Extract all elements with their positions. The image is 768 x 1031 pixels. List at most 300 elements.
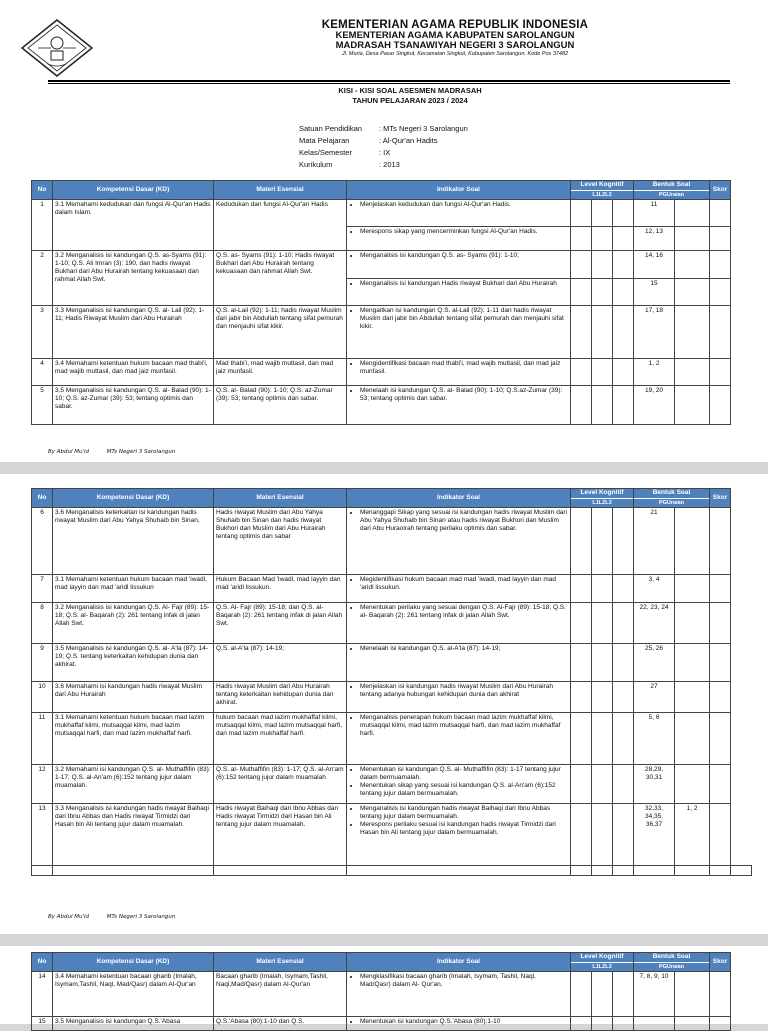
level-subcolumn-3: L3 [605,500,612,506]
column-header-level-kognitif [571,181,634,200]
indikator-soal-cell [347,306,571,359]
level-l2-cell [592,765,613,804]
kompetensi-dasar-cell: 3.2 Memahami isi kandungan Q.S. al- Muthaffifin (83): 1-17; Q.S. al-An'am (6):152 tentang jujur dalam muamalah. [53,765,214,804]
empty-cell [634,866,675,876]
uraian-question-numbers [675,251,710,279]
indikator-list [349,805,568,837]
info-row [299,160,468,170]
indikator-list [349,360,568,376]
bentuk-soal-label: Bentuk Soal [652,489,691,496]
level-subcolumn-3: L3 [605,192,612,198]
level-subcolumns [571,498,633,507]
skor-cell [710,279,731,306]
info-value: : IX [379,148,391,157]
bentuk-subcolumns [634,498,709,507]
skor-cell [710,972,731,1017]
row-number: 15 [32,1017,53,1031]
indikator-soal-cell [347,713,571,765]
uraian-question-numbers [675,713,710,765]
materi-esensial-cell: Q.S.'Abasa (80):1-10 dan Q.S. [214,1017,347,1031]
materi-esensial-cell: Q.S. al-Lail (92): 1-11; hadis riwayat Muslim dari jabir bin Abdullah tentang sifat pemurah dan menjauhi sifat kikir. [214,306,347,359]
indikator-list [349,509,568,533]
document-title [280,86,540,106]
pg-question-numbers: 14, 16 [634,251,675,279]
info-label: Satuan Pendidikan [299,124,362,133]
row-number: 10 [32,682,53,713]
indikator-item: • Menentukan sikap yang sesuai isi kandungan Q.S. al-An'am (6):152 tentang jujur dalam bermuamalah. [360,782,568,798]
table-row [32,359,752,386]
table-row [32,306,752,359]
row-number: 8 [32,603,53,644]
skor-cell [710,682,731,713]
level-l3-cell [613,306,634,359]
indikator-item: • Mengidentifikasi bacaan mad thabi'i, mad wajib muttasil, dan mad jaiz munfasil. [360,360,568,376]
table-row [32,644,752,682]
level-kognitif-label: Level Kognitif [580,953,624,960]
page-footer [48,449,191,455]
skor-cell [710,251,731,279]
page-footer [48,914,191,920]
row-number: 13 [32,804,53,866]
letterhead-rule-thin [48,83,730,84]
indikator-item: • Menentukan isi kandungan Q.S.'Abasa (80):1-10 [360,1018,568,1026]
empty-cell [53,866,214,876]
materi-esensial-cell: Hadis riwayat Muslim dari Abu Yahya Shuhaib bin Sinan dan hadis riwayat Bukhori dan Muslim dari Abu Hurairah tentang optimis dan sabar [214,508,347,575]
materi-esensial-cell: Bacaan gharib (Imalah, Isymam,Tashil, Naql,Mad/Qasr) dalam Al-Qur'an [214,972,347,1017]
table-header-row [32,489,752,508]
skor-cell [710,200,731,227]
indikator-soal-cell [347,251,571,279]
level-l1-cell [571,200,592,227]
level-l3-cell [613,359,634,386]
level-l3-cell [613,386,634,425]
bentuk-subcolumn-pg: PG [658,500,667,506]
row-number: 2 [32,251,53,306]
level-l2-cell [592,713,613,765]
uraian-question-numbers [675,279,710,306]
kompetensi-dasar-cell: 3.5 Menganalisis isi kandungan Q.S.'Abasa [53,1017,214,1031]
info-row [299,136,468,146]
table-row-empty [32,866,752,876]
bentuk-soal-label: Bentuk Soal [652,181,691,188]
indikator-item: • Menjelaskan kedudukan dan fungsi Al-Qur'an Hadis. [360,201,568,209]
indikator-item: • Menganalisis isi kandungan hadis riwayat Baihaqi dari Ibnu Abbas tentang jujur dalam bermuamalah. [360,805,568,821]
grid-table-page-2 [31,488,752,876]
indikator-item: • Menelaah isi kandungan Q.S. al-A'la (87): 14-19; [360,645,568,653]
skor-cell [710,508,731,575]
indikator-item: • Menganalisis isi kandungan Hadis riwayat Bukhari dari Abu Hurairah [360,280,568,288]
letterhead-line-1: KEMENTERIAN AGAMA REPUBLIK INDONESIA [321,19,589,31]
table-row [32,765,752,804]
skor-cell [710,359,731,386]
info-row [299,124,468,134]
skor-cell [710,765,731,804]
bentuk-subcolumns [634,190,709,199]
column-header-kd: Kompetensi Dasar (KD) [53,489,214,508]
level-kognitif-label: Level Kognitif [580,181,624,188]
uraian-question-numbers [675,508,710,575]
column-header-materi: Materi Esensial [214,181,347,200]
info-value: : 2013 [379,160,400,169]
level-l1-cell [571,251,592,279]
level-l1-cell [571,603,592,644]
info-label: Kelas/Semester [299,148,352,157]
materi-esensial-cell: Mad thabi'i, mad wajib muttasil, dan mad jaiz munfasil. [214,359,347,386]
level-subcolumn-1: L1 [592,964,599,970]
kompetensi-dasar-cell: 3.1 Memahami ketentuan hukum bacaan mad lazim mukhaffaf kilmi, mutsaqqal kilmi, mad lazim mutsaqqal harfi, dan mad lazim mukhaffaf harfi. [53,713,214,765]
pg-question-numbers: 27 [634,682,675,713]
kompetensi-dasar-cell: 3.2 Menganalisis isi kandungan Q.S. as-Syams (91): 1-10; Q.S. Ali Imran (3): 190, dan hadis riwayat Bukhari dari Abu Hurairah tentang kekuasaan dan rahmat Allah Swt. [53,251,214,306]
indikator-item: • Menanggapi Sikap yang sesuai isi kandungan hadis riwayat Muslim dari Abu Yahya Shuhaib bin Sinan atau hadis riwayat Bukhori dan Muslim dari Abu Huraoirah tentang perilaku optimis dan sabar. [360,509,568,533]
table-row [32,200,752,227]
level-l3-cell [613,251,634,279]
level-l2-cell [592,575,613,603]
letterhead-line-2: KEMENTERIAN AGAMA KABUPATEN SAROLANGUN [335,30,575,42]
bentuk-subcolumn-uraian: Uraian [666,964,685,970]
document-page-2 [0,474,768,934]
table-row [32,603,752,644]
level-l1-cell [571,386,592,425]
letterhead-line-3: MADRASAH TSANAWIYAH NEGERI 3 SAROLANGUN [335,40,575,52]
indikator-list [349,645,568,653]
indikator-item: • Merespons perilaku sesuai isi kandungan hadis riwayat Tirmidzi dari Hasan bin Ali tentang jujur dalam bermuamalah. [360,821,568,837]
level-subcolumn-3: L3 [605,964,612,970]
uraian-question-numbers [675,603,710,644]
pg-question-numbers: 21 [634,508,675,575]
indikator-item: • Menelaah isi kandungan Q.S. al- Balad (90): 1-10; Q.S.az-Zumar (39): 53; tentang optimis dan sabar. [360,387,568,403]
indikator-list [349,683,568,699]
materi-esensial-cell: Kedudukan dan fungsi Al-Qur'an Hadis [214,200,347,251]
indikator-soal-cell [347,200,571,227]
table-row [32,972,752,1017]
column-header-no: No [32,489,53,508]
level-l2-cell [592,508,613,575]
level-l2-cell [592,227,613,251]
materi-esensial-cell: Q.S. Al- Fajr (89): 15-18; dan Q.S. al- Baqarah (2): 261 tentang infak di jalan Allah Swt. [214,603,347,644]
info-value: : Al-Qur'an Hadits [379,136,438,145]
bentuk-subcolumns [634,962,709,971]
grid-table-page-3 [31,952,752,1031]
kompetensi-dasar-cell: 3.1 Memahami kedudukan dan fungsi Al-Qur'an Hadis dalam Islam. [53,200,214,251]
row-number: 14 [32,972,53,1017]
level-l1-cell [571,227,592,251]
kompetensi-dasar-cell: 3.5 Menganalisis isi kandungan Q.S. al- Balad (90): 1-10; Q.S. az-Zumar (39): 53; tentang optimis dan sabar. [53,386,214,425]
level-l3-cell [613,804,634,866]
table-row [32,713,752,765]
kompetensi-dasar-cell: 3.3 Menganalisis isi kandungan Q.S. al- Lail (92): 1-11; Hadis Riwayat Muslim dari Abu Hurairah [53,306,214,359]
materi-esensial-cell: Q.S. al- Balad (90): 1-10; Q.S. az-Zumar (39): 53; tentang optimis dan sabar. [214,386,347,425]
column-header-indikator: Indikator Soal [347,953,571,972]
level-subcolumns [571,190,633,199]
skor-cell [710,227,731,251]
column-header-materi: Materi Esensial [214,953,347,972]
level-l1-cell [571,644,592,682]
column-header-materi: Materi Esensial [214,489,347,508]
indikator-list [349,228,568,236]
level-l3-cell [613,765,634,804]
level-l3-cell [613,279,634,306]
bentuk-subcolumn-uraian: Uraian [666,500,685,506]
pg-question-numbers: 25, 26 [634,644,675,682]
indikator-list [349,252,568,260]
column-header-skor: Skor [710,953,731,972]
document-page-3 [0,946,768,1024]
kompetensi-dasar-cell: 3.6 Menganalisis keterkaitan isi kandungan hadis riwayat Muslim dari Abu Yahya Shuhaib bin Sinan, [53,508,214,575]
level-l2-cell [592,251,613,279]
skor-cell [710,804,731,866]
column-header-indikator: Indikator Soal [347,489,571,508]
level-l1-cell [571,508,592,575]
column-header-skor: Skor [710,181,731,200]
indikator-item: • Mengaitkan isi kandungan Q.S. al-Lail (92): 1-11 dan hadis riwayat Muslim dari jabir bin Abdullah tentang sifat pemurah dan menjauhi sifat kikir. [360,307,568,331]
table-row [32,251,752,279]
empty-cell [214,866,347,876]
indikator-item: • Menganalisis isi kandungan Q.S. as- Syams (91): 1-10; [360,252,568,260]
column-header-no: No [32,953,53,972]
indikator-soal-cell [347,603,571,644]
column-header-bentuk-soal [634,489,710,508]
level-l1-cell [571,713,592,765]
level-l3-cell [613,682,634,713]
pg-question-numbers: 7, 8, 9, 10 [634,972,675,1017]
column-header-bentuk-soal [634,181,710,200]
indikator-soal-cell [347,682,571,713]
row-number: 12 [32,765,53,804]
materi-esensial-cell: Q.S. as- Syams (91): 1-10; Hadis riwayat Bukhari dari Abu Hurairah tentang kekuasaan dan rahmat Allah Swt. [214,251,347,306]
row-number: 7 [32,575,53,603]
indikator-item: • Menganalisis penerapan hukum bacaan mad lazim mukhaffaf kilmi, mutsaqqal kilmi, mad lazim mutsaqqal harfi, dan mad lazim mukhaffaf harfi. [360,714,568,738]
footer-school: MTs Negeri 3 Sarolangun [106,449,176,455]
uraian-question-numbers [675,227,710,251]
info-label: Mata Pelajaran [299,136,350,145]
skor-cell [710,603,731,644]
table-row [32,575,752,603]
skor-cell [710,644,731,682]
indikator-list [349,1018,568,1026]
level-l2-cell [592,603,613,644]
empty-cell [32,866,53,876]
info-value: : MTs Negeri 3 Sarolangun [379,124,468,133]
empty-cell [347,866,571,876]
level-l2-cell [592,200,613,227]
level-l3-cell [613,200,634,227]
level-l3-cell [613,972,634,1017]
kompetensi-dasar-cell: 3.6 Memahami isi kandungan hadis riwayat Muslim dari Abu Hurairah [53,682,214,713]
kompetensi-dasar-cell: 3.1 Memahami ketentuan hukum bacaan mad 'iwadl, mad layyin dan mad 'aridl lissukun [53,575,214,603]
empty-cell [592,866,613,876]
level-subcolumn-1: L1 [592,500,599,506]
bentuk-subcolumn-uraian: Uraian [666,192,685,198]
column-header-no: No [32,181,53,200]
indikator-item: • Merespons sikap yang mencerminkan fungsi Al-Qur'an Hadis. [360,228,568,236]
level-subcolumns [571,962,633,971]
skor-cell [710,713,731,765]
empty-cell [710,866,731,876]
level-l2-cell [592,682,613,713]
column-header-kd: Kompetensi Dasar (KD) [53,953,214,972]
indikator-list [349,280,568,288]
indikator-soal-cell [347,386,571,425]
pg-question-numbers: 3, 4 [634,575,675,603]
uraian-question-numbers [675,644,710,682]
level-l2-cell [592,972,613,1017]
footer-author: By Abdul Mu'id [48,449,90,455]
grid-table-page-1 [31,180,752,425]
empty-cell [675,866,710,876]
level-l3-cell [613,508,634,575]
column-header-level-kognitif [571,953,634,972]
materi-esensial-cell: Hadis riwayat Muslim dari Abu Hurairah tentang keterkaitan kehidupan dunia dan akhirat. [214,682,347,713]
document-page-1 [0,0,768,462]
pg-question-numbers: 11 [634,200,675,227]
footer-author: By Abdul Mu'id [48,914,90,920]
level-kognitif-label: Level Kognitif [580,489,624,496]
pg-question-numbers: 5, 6 [634,713,675,765]
pg-question-numbers: 32,33, 34,35, 36,37 [634,804,675,866]
level-l2-cell [592,644,613,682]
row-number: 11 [32,713,53,765]
column-header-skor: Skor [710,489,731,508]
indikator-soal-cell [347,227,571,251]
level-l3-cell [613,603,634,644]
row-number: 9 [32,644,53,682]
letterhead-address: Jl. Muria, Desa Pasar Singkut, Kecamatan Singkut, Kabupaten Sarolangun. Kode Pos 37482 [341,51,569,57]
indikator-list [349,201,568,209]
table-header-row [32,953,752,972]
pg-question-numbers: 17, 18 [634,306,675,359]
materi-esensial-cell: Q.S. al- Muthaffifin (83): 1-17; Q.S. al-An'am (6):152 tentang jujur dalam muamalah [214,765,347,804]
document-title-line-2: TAHUN PELAJARAN 2023 / 2024 [352,96,468,105]
level-l1-cell [571,306,592,359]
indikator-soal-cell [347,765,571,804]
column-header-indikator: Indikator Soal [347,181,571,200]
empty-cell [613,866,634,876]
letterhead [205,19,705,58]
materi-esensial-cell: Hukum Bacaan Mad 'Iwadl, mad layyin dan mad 'aridl lissukun. [214,575,347,603]
level-l2-cell [592,306,613,359]
level-l1-cell [571,804,592,866]
skor-cell [710,386,731,425]
indikator-soal-cell [347,279,571,306]
pg-question-numbers: 12, 13 [634,227,675,251]
uraian-question-numbers [675,682,710,713]
pg-question-numbers: 1, 2 [634,359,675,386]
indikator-item: • Mengklasifikasi bacaan gharib (Imalah, Isymam, Tashil, Naql, Mad/Qasr) dalam Al- Qur'an. [360,973,568,989]
level-l3-cell [613,644,634,682]
indikator-list [349,973,568,989]
bentuk-soal-label: Bentuk Soal [652,953,691,960]
level-l2-cell [592,359,613,386]
indikator-soal-cell [347,359,571,386]
indikator-item: • Menjelaskan isi kandungan hadis riwayat Muslim dari Abu Hurairah tentang adanya hubungan kehidupan dunia dan akhirat [360,683,568,699]
bentuk-subcolumn-pg: PG [658,964,667,970]
uraian-question-numbers: 1, 2 [675,804,710,866]
uraian-question-numbers [675,386,710,425]
indikator-list [349,714,568,738]
uraian-question-numbers [675,972,710,1017]
level-l2-cell [592,279,613,306]
row-number: 4 [32,359,53,386]
kompetensi-dasar-cell: 3.4 Memahami ketentuan bacaan gharib (Imalah, Isymam,Tashil, Naql, Mad/Qasr) dalam Al-Qur'an [53,972,214,1017]
table-row [32,804,752,866]
column-header-level-kognitif [571,489,634,508]
indikator-list [349,766,568,798]
kompetensi-dasar-cell: 3.3 Menganalisis isi kandungan hadis riwayat Baihaqi dari Ibnu Abbas dan Hadis riwayat Tirmidzi dari Hasan bin Ali tentang jujur dalam muamalah. [53,804,214,866]
column-header-kd: Kompetensi Dasar (KD) [53,181,214,200]
pg-question-numbers: 19, 20 [634,386,675,425]
pg-question-numbers: 15 [634,279,675,306]
table-row [32,508,752,575]
indikator-list [349,387,568,403]
skor-cell [710,575,731,603]
pg-question-numbers: 22, 23, 24 [634,603,675,644]
level-l3-cell [613,575,634,603]
level-l3-cell [613,227,634,251]
empty-cell [731,866,752,876]
indikator-soal-cell [347,575,571,603]
level-l3-cell [613,713,634,765]
kompetensi-dasar-cell: 3.5 Menganalisis isi kandungan Q.S. al- A'la (87): 14-19; Q.S. tentang keterkaitan kehidupan dunia dan akhirat. [53,644,214,682]
level-l1-cell [571,972,592,1017]
uraian-question-numbers [675,575,710,603]
identity-info [297,122,470,172]
materi-esensial-cell: Hadis riwayat Baihaqi dari Ibnu Abbas dan Hadis riwayat Tirmidzi dari Hasan bin Ali tentang jujur dalam muamalah. [214,804,347,866]
skor-cell [710,306,731,359]
indikator-item: • Menentukan perilaku yang sesuai dengan Q.S. Al-Fajr (89): 15-18; Q.S. al- Baqarah (2): 261 tentang infak di jalan Allah Swt. [360,604,568,620]
row-number: 1 [32,200,53,251]
table-row [32,386,752,425]
document-title-line-1: KISI - KISI SOAL ASESMEN MADRASAH [338,86,482,95]
kompetensi-dasar-cell: 3.4 Memahami ketentuan hukum bacaan mad thabi'i, mad wajib muttasil, dan mad jaiz munfasil. [53,359,214,386]
table-header-row [32,181,752,200]
uraian-question-numbers [675,306,710,359]
level-l1-cell [571,575,592,603]
level-l1-cell [571,682,592,713]
indikator-soal-cell [347,508,571,575]
info-label: Kurikulum [299,160,333,169]
uraian-question-numbers [675,359,710,386]
letterhead-rule-thick [48,80,730,82]
level-subcolumn-2: L2 [598,500,606,506]
indikator-soal-cell [347,972,571,1017]
kompetensi-dasar-cell: 3.2 Menganalisis isi kandungan Q.S. Al- Fajr (89): 15-18; Q.S. al- Baqarah (2): 261 tentang infak di jalan Allah Swt. [53,603,214,644]
level-subcolumn-2: L2 [598,964,606,970]
row-number: 5 [32,386,53,425]
materi-esensial-cell: Q.S. al-A'la (87): 14-19; [214,644,347,682]
indikator-soal-cell [347,804,571,866]
level-l2-cell [592,804,613,866]
materi-esensial-cell: hukum bacaan mad lazim mukhaffaf kilmi, mutsaqqal kilmi, mad lazim mutsaqqal harfi, dan mad lazim mukhaffaf harfi. [214,713,347,765]
indikator-soal-cell [347,644,571,682]
indikator-list [349,576,568,592]
indikator-list [349,307,568,331]
ministry-logo [18,18,96,78]
level-subcolumn-1: L1 [592,192,599,198]
level-l1-cell [571,765,592,804]
indikator-item: • Megidentifikasi hukum bacaan mad mad 'iwadl, mad layyin dan mad 'aridl lissukun. [360,576,568,592]
table-row [32,682,752,713]
uraian-question-numbers [675,200,710,227]
level-subcolumn-2: L2 [598,192,606,198]
row-number: 6 [32,508,53,575]
row-number: 3 [32,306,53,359]
level-l2-cell [592,386,613,425]
indikator-item: • Menentukan isi kandungan Q.S. al- Muthaffifin (83): 1-17 tentang jujur dalam bermuamalah. [360,766,568,782]
pg-question-numbers: 28,29, 30,31 [634,765,675,804]
indikator-list [349,604,568,620]
uraian-question-numbers [675,765,710,804]
info-row [299,148,468,158]
